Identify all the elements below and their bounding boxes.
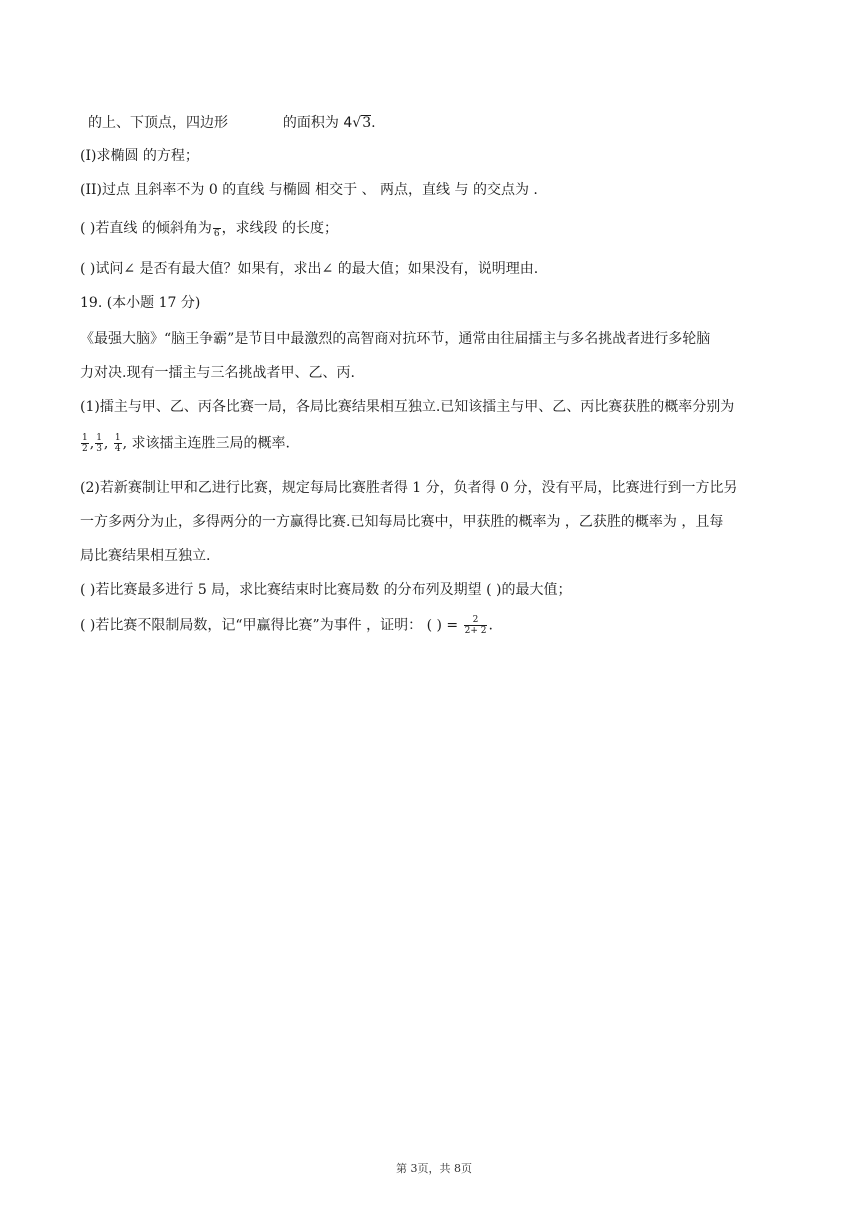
math-number: 4 (343, 115, 353, 131)
fraction-numerator: 1 (96, 433, 102, 443)
text-line-13: 局比赛结果相互独立. (80, 548, 211, 564)
text-line-14: ( )若比赛最多进行 5 局，求比赛结束时比赛局数 的分布列及期望 ( )的最大值； (80, 582, 572, 598)
text-line-9: (1)擂主与甲、乙、丙各比赛一局，各局比赛结果相互独立.已知该擂主与甲、乙、丙比赛获胜的概率分别为 (80, 399, 735, 415)
page-footer: 第 3页，共 8页 (396, 1162, 472, 1175)
text-segment: . (371, 115, 376, 131)
text-segment: 求该擂主连胜三局的概率. (131, 435, 290, 452)
text-line-11: (2)若新赛制让甲和乙进行比赛，规定每局比赛胜者得 1 分，负者得 0 分，没有平局，比赛进行到一方比另 (80, 480, 738, 496)
fraction (114, 433, 122, 454)
text-line-5: ( )试问∠ 是否有最大值？如果有，求出∠ 的最大值；如果没有，说明理由. (80, 261, 539, 277)
separator: , (122, 435, 128, 452)
fraction-numerator: 2 (464, 615, 488, 626)
text-segment: ，求线段 的长度； (221, 220, 339, 237)
fraction (81, 433, 89, 454)
fraction-denominator: 3 (96, 444, 102, 454)
text-segment: 的面积为 (282, 115, 339, 131)
text-line-4 (80, 218, 338, 239)
fraction-denominator: 6 (213, 229, 220, 239)
fraction-numerator (213, 218, 221, 229)
text-line-15 (80, 615, 493, 636)
text-segment: ( )若比赛不限制局数，记“甲赢得比赛”为事件 ，证明： ( ) = (80, 617, 459, 634)
fraction-numerator: 1 (82, 433, 88, 443)
fraction-denominator: 4 (114, 444, 121, 454)
text-line-8: 力对决.现有一擂主与三名挑战者甲、乙、丙. (80, 365, 355, 381)
text-segment: . (488, 617, 493, 634)
sqrt-radicand: 3 (362, 115, 372, 131)
text-segment: ( )若直线 的倾斜角为 (80, 220, 212, 237)
fraction (464, 615, 488, 636)
fraction (213, 218, 221, 239)
fraction-denominator: 2 (82, 444, 88, 454)
question-heading: 19. (本小题 17 分) (80, 295, 201, 311)
text-line-7: 《最强大脑》“脑王争霸”是节目中最激烈的高智商对抗环节，通常由往届擂主与多名挑战者进行多轮脑 (80, 331, 711, 347)
text-line-2: (I)求椭圆 的方程； (80, 148, 199, 164)
fraction (95, 433, 103, 454)
text-line-12: 一方多两分为止，多得两分的一方赢得比赛.已知每局比赛中，甲获胜的概率为 ，乙获胜的概率为 ，且每 (80, 514, 724, 530)
text-segment: 的上、下顶点，四边形 (88, 115, 228, 131)
fraction-numerator: 1 (114, 433, 121, 443)
separator: , (89, 435, 95, 452)
separator: , (103, 435, 109, 452)
text-line-10 (80, 433, 290, 454)
sqrt-symbol: √ (352, 115, 362, 131)
text-line-1 (88, 113, 376, 133)
text-line-3: (II)过点 且斜率不为 0 的直线 与椭圆 相交于 、 两点，直线 与 的交点为 . (80, 182, 538, 198)
fraction-denominator: 2+ 2 (464, 626, 487, 636)
